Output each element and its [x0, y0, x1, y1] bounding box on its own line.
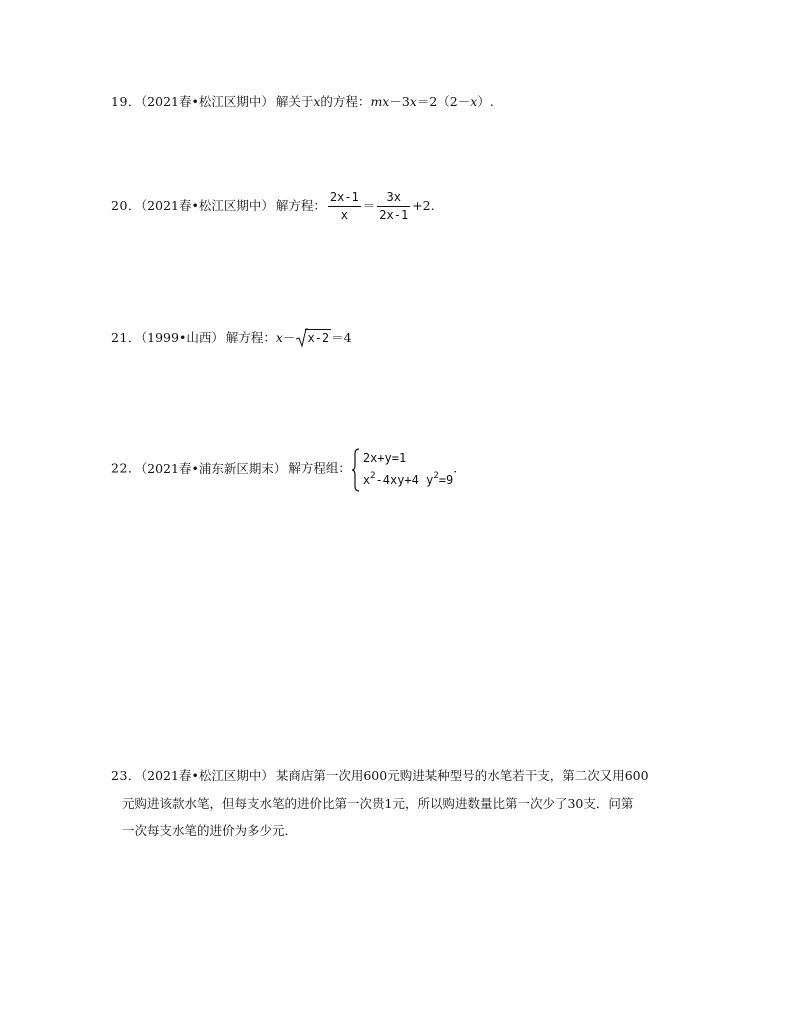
equation-term: － — [282, 330, 296, 345]
equation-term: mx — [370, 94, 390, 109]
problem-number: 22． — [111, 460, 141, 476]
problem-source: （2021春•松江区期中） — [140, 768, 274, 783]
problem-line-2: 元购进该款水笔，但每支水笔的进价比第一次贵1元，所以购进数量比第一次少了30支．问第 — [122, 795, 634, 811]
problem-text: 的方程： — [320, 94, 371, 109]
problem-line-3: 一次每支水笔的进价为多少元． — [122, 823, 298, 838]
equation-term: . — [453, 460, 458, 476]
fraction — [377, 190, 410, 223]
problem-number: 23． — [111, 768, 141, 783]
equation-term: x — [362, 473, 371, 487]
problem-number: 21． — [111, 330, 141, 345]
problem-23 — [111, 762, 701, 845]
problem-text: 解方程组： — [288, 460, 351, 476]
exponent: 2 — [370, 471, 376, 481]
exponent: 2 — [433, 471, 439, 481]
problem-source: （1999•山西） — [140, 330, 224, 345]
equation-term: ＝2（2－ — [416, 94, 471, 109]
equation-term: ＝4 — [331, 330, 352, 345]
problem-22 — [111, 447, 457, 491]
radicand: x-2 — [307, 331, 330, 345]
problem-20 — [111, 190, 435, 223]
fraction-denominator: x — [340, 208, 348, 222]
problem-text: 解关于 — [275, 94, 314, 109]
system-row-1: 2x+y=1 — [362, 451, 407, 465]
problem-19 — [111, 92, 494, 112]
radical-sign-icon — [296, 328, 308, 348]
problem-text: 解方程： — [225, 330, 276, 345]
problem-source: （2021春•松江区期中） — [140, 94, 274, 109]
variable: x — [313, 94, 321, 109]
equation-system — [351, 447, 453, 491]
square-root — [296, 328, 331, 348]
equation-term: x — [409, 94, 417, 109]
equation-term: -4xy+4 y — [375, 473, 434, 487]
problem-source: （2021春•浦东新区期末） — [140, 460, 287, 476]
equation-term: +2. — [412, 198, 435, 213]
equation-term: x — [470, 94, 478, 109]
equation-term: ）. — [477, 94, 494, 109]
left-brace-icon — [351, 447, 361, 493]
system-row-2 — [363, 469, 453, 491]
problem-number: 19． — [111, 94, 141, 109]
fraction-denominator: 2x-1 — [379, 208, 409, 222]
equals-sign: ＝ — [362, 198, 376, 213]
problem-number: 20． — [111, 198, 141, 213]
equation-term: =9 — [438, 473, 454, 487]
problem-text: 解方程： — [275, 198, 326, 213]
fraction — [328, 190, 361, 223]
equation-term: －3 — [389, 94, 410, 109]
problem-text: 某商店第一次用600元购进某种型号的水笔若干支，第二次又用600 — [275, 768, 649, 783]
variable: x — [275, 330, 283, 345]
fraction-numerator: 2x-1 — [328, 190, 361, 207]
fraction-numerator: 3x — [377, 190, 410, 207]
problem-line-1 — [111, 768, 649, 783]
problem-source: （2021春•松江区期中） — [140, 198, 274, 213]
problem-21 — [111, 328, 352, 348]
